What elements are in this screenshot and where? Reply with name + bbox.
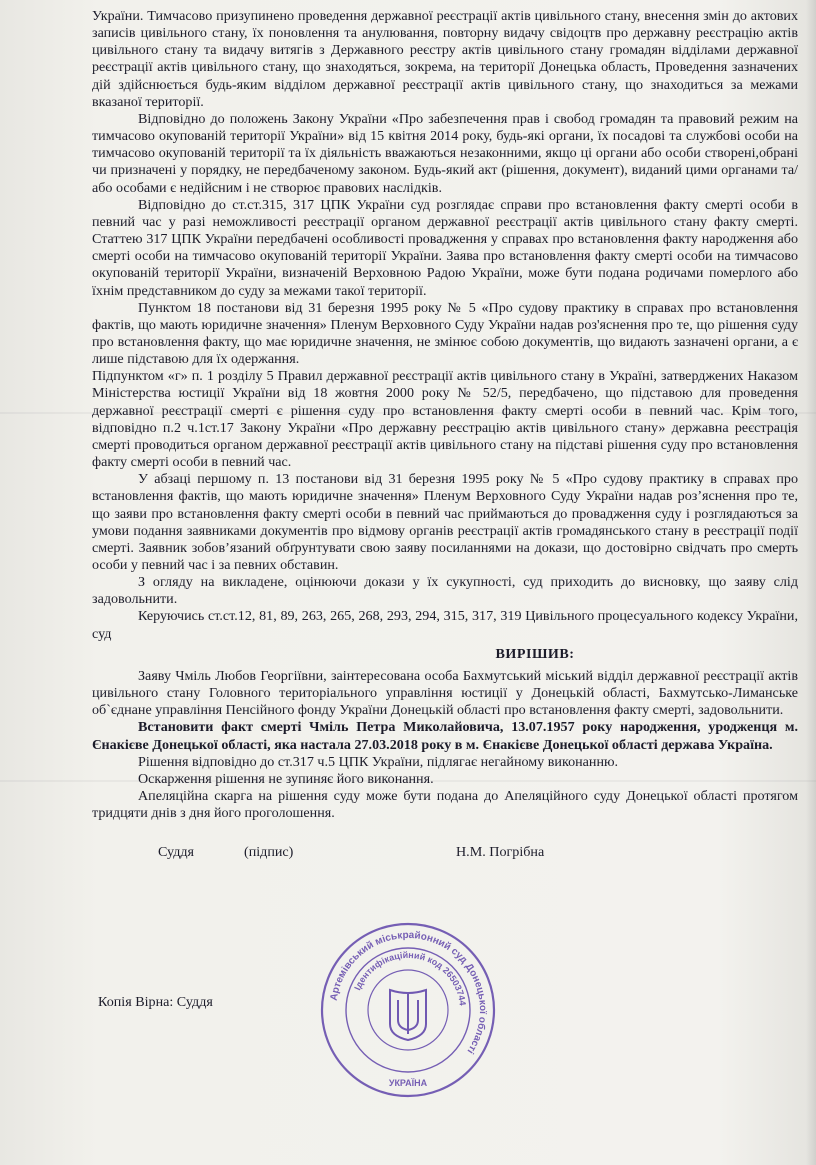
page-edge-shadow bbox=[806, 0, 816, 1165]
stamp-inner-text: Ідентифікаційний код 26503744 bbox=[352, 949, 468, 1007]
paragraph: У абзаці першому п. 13 постанови від 31 березня 1995 року № 5 «Про судову практику в справах про встановлення фактів, що мають юридичне значення» Пленум Верховного Суду України надав роз’яснення про те, що заяви про встановлення факту смерті особи в певний час приймаються до провадження суду і розглядаються за умови подання заявниками документів про відмову органів реєстрації актів громадянського стану в реєстрації події смерті. Заявник зобов’язаний обґрунтувати свою заяву посиланнями на докази, що достовірно свідчать про смерть особи у певний час і за певних обставин. bbox=[92, 471, 798, 573]
paragraph: Керуючись ст.ст.12, 81, 89, 263, 265, 268, 293, 294, 315, 317, 319 Цивільного процесуального кодексу України, суд bbox=[92, 608, 798, 642]
trident-emblem-icon bbox=[390, 990, 426, 1040]
paragraph: України. Тимчасово призупинено проведення державної реєстрації актів цивільного стану, внесення змін до актових записів цивільного стану, їх поновлення та анулювання, повторну видачу свідоцтв про державну реєстрацію актів цивільного стану та видачу витягів з Державного реєстру актів цивільного стану громадян відділами державної реєстрації актів цивільного стану, що знаходяться, зокрема, на території Донецька область, Проведення зазначених дій здійснюється будь-яким відділом державної реєстрації актів цивільного стану, що знаходиться за межами вказаної території. bbox=[92, 8, 798, 110]
paragraph: Підпунктом «г» п. 1 розділу 5 Правил державної реєстрації актів цивільного стану в Україні, затверджених Наказом Міністерства юстиції України від 18 жовтня 2000 року № 52/5, передбачено, що підставою для проведення державної реєстрації смерті є рішення суду про встановлення факту смерті особи в певний час. Крім того, відповідно п.2 ч.1ст.17 Закону України «Про державну реєстрацію актів цивільного стану» державна реєстрація смерті проводиться органом державної реєстрації актів цивільного стану на підставі рішення суду про встановлення факту смерті особи в певний час. bbox=[92, 368, 798, 471]
signature-block bbox=[92, 844, 798, 866]
decision-paragraph: Заяву Чміль Любов Георгіївни, заінтересована особа Бахмутський міський відділ державної реєстрації актів цивільного стану Головного територіального управління юстиції у Донецькій області, Бахмутсько-Лиманське об`єднане управління Пенсійного фонду України Донецькій області про встановлення факту смерті, задовольнити. bbox=[92, 667, 798, 719]
decision-heading: ВИРІШИВ: bbox=[495, 645, 575, 662]
signature-mark: (підпис) bbox=[244, 844, 294, 861]
paragraph: Відповідно до ст.ст.315, 317 ЦПК України суд розглядає справи про встановлення факту смерті особи в певний час у разі неможливості реєстрації органом державної реєстрації актів цивільного стану факту смерті. Статтею 317 ЦПК України передбачені особливості провадження у справах про встановлення факту народження або смерті особи на тимчасово окупованій території України. Заява про встановлення факту смерті особи на тимчасово окупованій території України, визначеній Верховною Радою України, може бути подана родичами померлого або їхнім представником до суду за межами такої території. bbox=[92, 196, 798, 299]
paragraph: Пунктом 18 постанови від 31 березня 1995 року № 5 «Про судову практику в справах про встановлення фактів, що мають юридичне значення» Пленум Верховного Суду України надав роз'яснення про те, що рішення суду про встановлення факту, що має юридичне значення, не змінює собою документів, що видають зазначені органи, а є лише підставою для їх одержання. bbox=[92, 299, 798, 368]
stamp-outer-text: Артемівський міськрайонний суд Донецької області bbox=[328, 929, 489, 1056]
document-body bbox=[92, 8, 798, 866]
decision-appeal-note: Апеляційна скарга на рішення суду може бути подана до Апеляційного суду Донецької області протягом тридцяти днів з дня його проголошення. bbox=[92, 788, 798, 822]
paragraph: Відповідно до положень Закону України «Про забезпечення прав і свобод громадян та правовий режим на тимчасово окупованій території України» від 15 квітня 2014 року, будь-які органи, їх посадові та службові особи на тимчасово окупованій території та їх діяльність вважаються незаконними, якщо ці органи або особи створені,обрані чи призначені у порядку, не передбаченому законом. Будь-який акт (рішення, документ), виданий цими органами та/ або особами є недійсним і не створює правових наслідків. bbox=[92, 110, 798, 196]
judge-name: Н.М. Погрібна bbox=[456, 844, 545, 861]
paragraph: З огляду на викладене, оцінюючи докази у їх сукупності, суд приходить до висновку, що заяву слід задовольнити. bbox=[92, 574, 798, 608]
decision-paragraph: Оскарження рішення не зупиняє його виконання. bbox=[138, 770, 434, 787]
stamp-country: УКРАЇНА bbox=[388, 1078, 428, 1088]
judge-label: Суддя bbox=[158, 844, 195, 861]
decision-fact-established: Встановити факт смерті Чміль Петра Миколайовича, 13.07.1957 року народження, уродженця м. Єнакієве Донецької області, яка настала 27.03.2018 року в м. Єнакієве Донецької області держава Україна. bbox=[92, 719, 798, 753]
decision-paragraph: Рішення відповідно до ст.317 ч.5 ЦПК України, підлягає негайному виконанню. bbox=[138, 753, 619, 770]
court-seal-stamp bbox=[318, 920, 498, 1100]
copy-certification: Копія Вірна: Суддя bbox=[98, 994, 213, 1010]
